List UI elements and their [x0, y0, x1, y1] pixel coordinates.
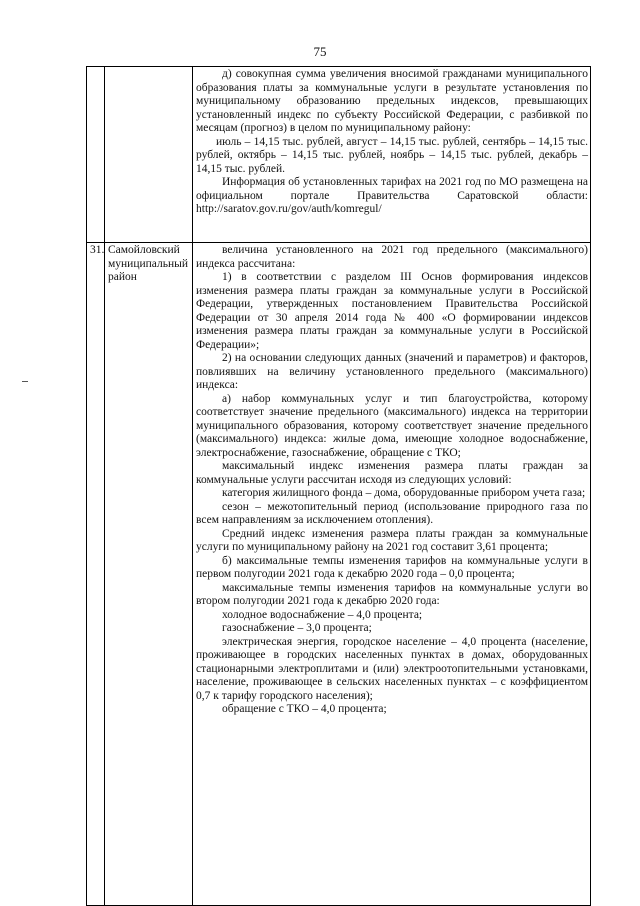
paragraph: июль – 14,15 тыс. рублей, август – 14,15 тыс. рублей, сентябрь – 14,15 тыс. рублей, октябрь – 14,15 тыс. рублей, ноябрь – 14,15 тыс. рублей, декабрь – 14,15 тыс. рублей. [196, 135, 588, 175]
paragraph: максимальные темпы изменения тарифов на коммунальные услуги во втором полугодии 2021 года к декабрю 2020 года: [196, 581, 588, 607]
paragraph: д) совокупная сумма увеличения вносимой гражданами муниципального образования платы за коммунальные услуги в результате установления по муниципальному образованию предельных индексов, превышающих установленный индекс по субъекту Российской Федерации, с разбивкой по месяцам (прогноз) в целом по муниципальному району: [196, 68, 588, 134]
paragraph: Средний индекс изменения размера платы граждан за коммунальные услуги по муниципальному району на 2021 год составит 3,61 процента; [196, 527, 588, 553]
municipality-name-cell: Самойловский муниципальный район [105, 243, 193, 906]
municipality-name-cell [105, 67, 193, 243]
paragraph: газоснабжение – 3,0 процента; [222, 622, 372, 634]
tariff-table [86, 66, 591, 906]
paragraph: обращение с ТКО – 4,0 процента; [222, 703, 387, 715]
paragraph: 1) в соответствии с разделом III Основ формирования индексов изменения размера платы граждан за коммунальные услуги в Российской Федерации, утвержденных постановлением Правительства Российской Федерации от 30 апреля 2014 года № 400 «О формировании индексов изменения размера платы граждан за коммунальные услуги в Российской Федерации»; [196, 271, 588, 351]
paragraph: электрическая энергия, городское население – 4,0 процента (население, проживающее в городских населенных пунктах в домах, оборудованных стационарными электроплитами и (или) электроотопительными установками, население, проживающее в сельских населенных пунктах – с коэффициентом 0,7 к тарифу городского населения); [196, 635, 588, 702]
paragraph: категория жилищного фонда – дома, оборудованные прибором учета газа; [222, 487, 586, 499]
paragraph: Информация об установленных тарифах на 2021 год по МО размещена на официальном портале Правительства Саратовской области: http://saratov.gov.ru/gov/auth/komregul/ [196, 176, 588, 215]
row-number-cell: 31. [87, 243, 105, 906]
paragraph: 2) на основании следующих данных (значений и параметров) и факторов, повлиявших на величину установленного предельного (максимального) индекса: [196, 352, 588, 391]
paragraph: максимальный индекс изменения размера платы граждан за коммунальные услуги рассчитан исходя из следующих условий: [196, 460, 588, 486]
paragraph: холодное водоснабжение – 4,0 процента; [222, 608, 423, 621]
info-cell [193, 67, 591, 243]
paragraph: б) максимальные темпы изменения тарифов на коммунальные услуги в первом полугодии 2021 года к декабрю 2020 года – 0,0 процента; [196, 554, 588, 580]
page-number: 75 [313, 44, 327, 59]
info-cell [193, 243, 591, 906]
row-number-cell [87, 67, 105, 243]
paragraph: величина установленного на 2021 год предельного (максимального) индекса рассчитана: [196, 244, 588, 270]
paragraph: сезон – межотопительный период (использование природного газа по всем направлениям за исключением отопления). [196, 500, 588, 526]
paragraph: а) набор коммунальных услуг и тип благоустройства, которому соответствует значение предельного (максимального) индекса на территории муниципального образования, которому соответствует значение предельного (максимального) индекса: жилые дома, имеющие холодное водоснабжение, электроснабжение, газоснабжение, обращение с ТКО; [196, 392, 588, 459]
table-row [87, 243, 591, 906]
margin-mark [22, 381, 28, 382]
table-row [87, 67, 591, 243]
